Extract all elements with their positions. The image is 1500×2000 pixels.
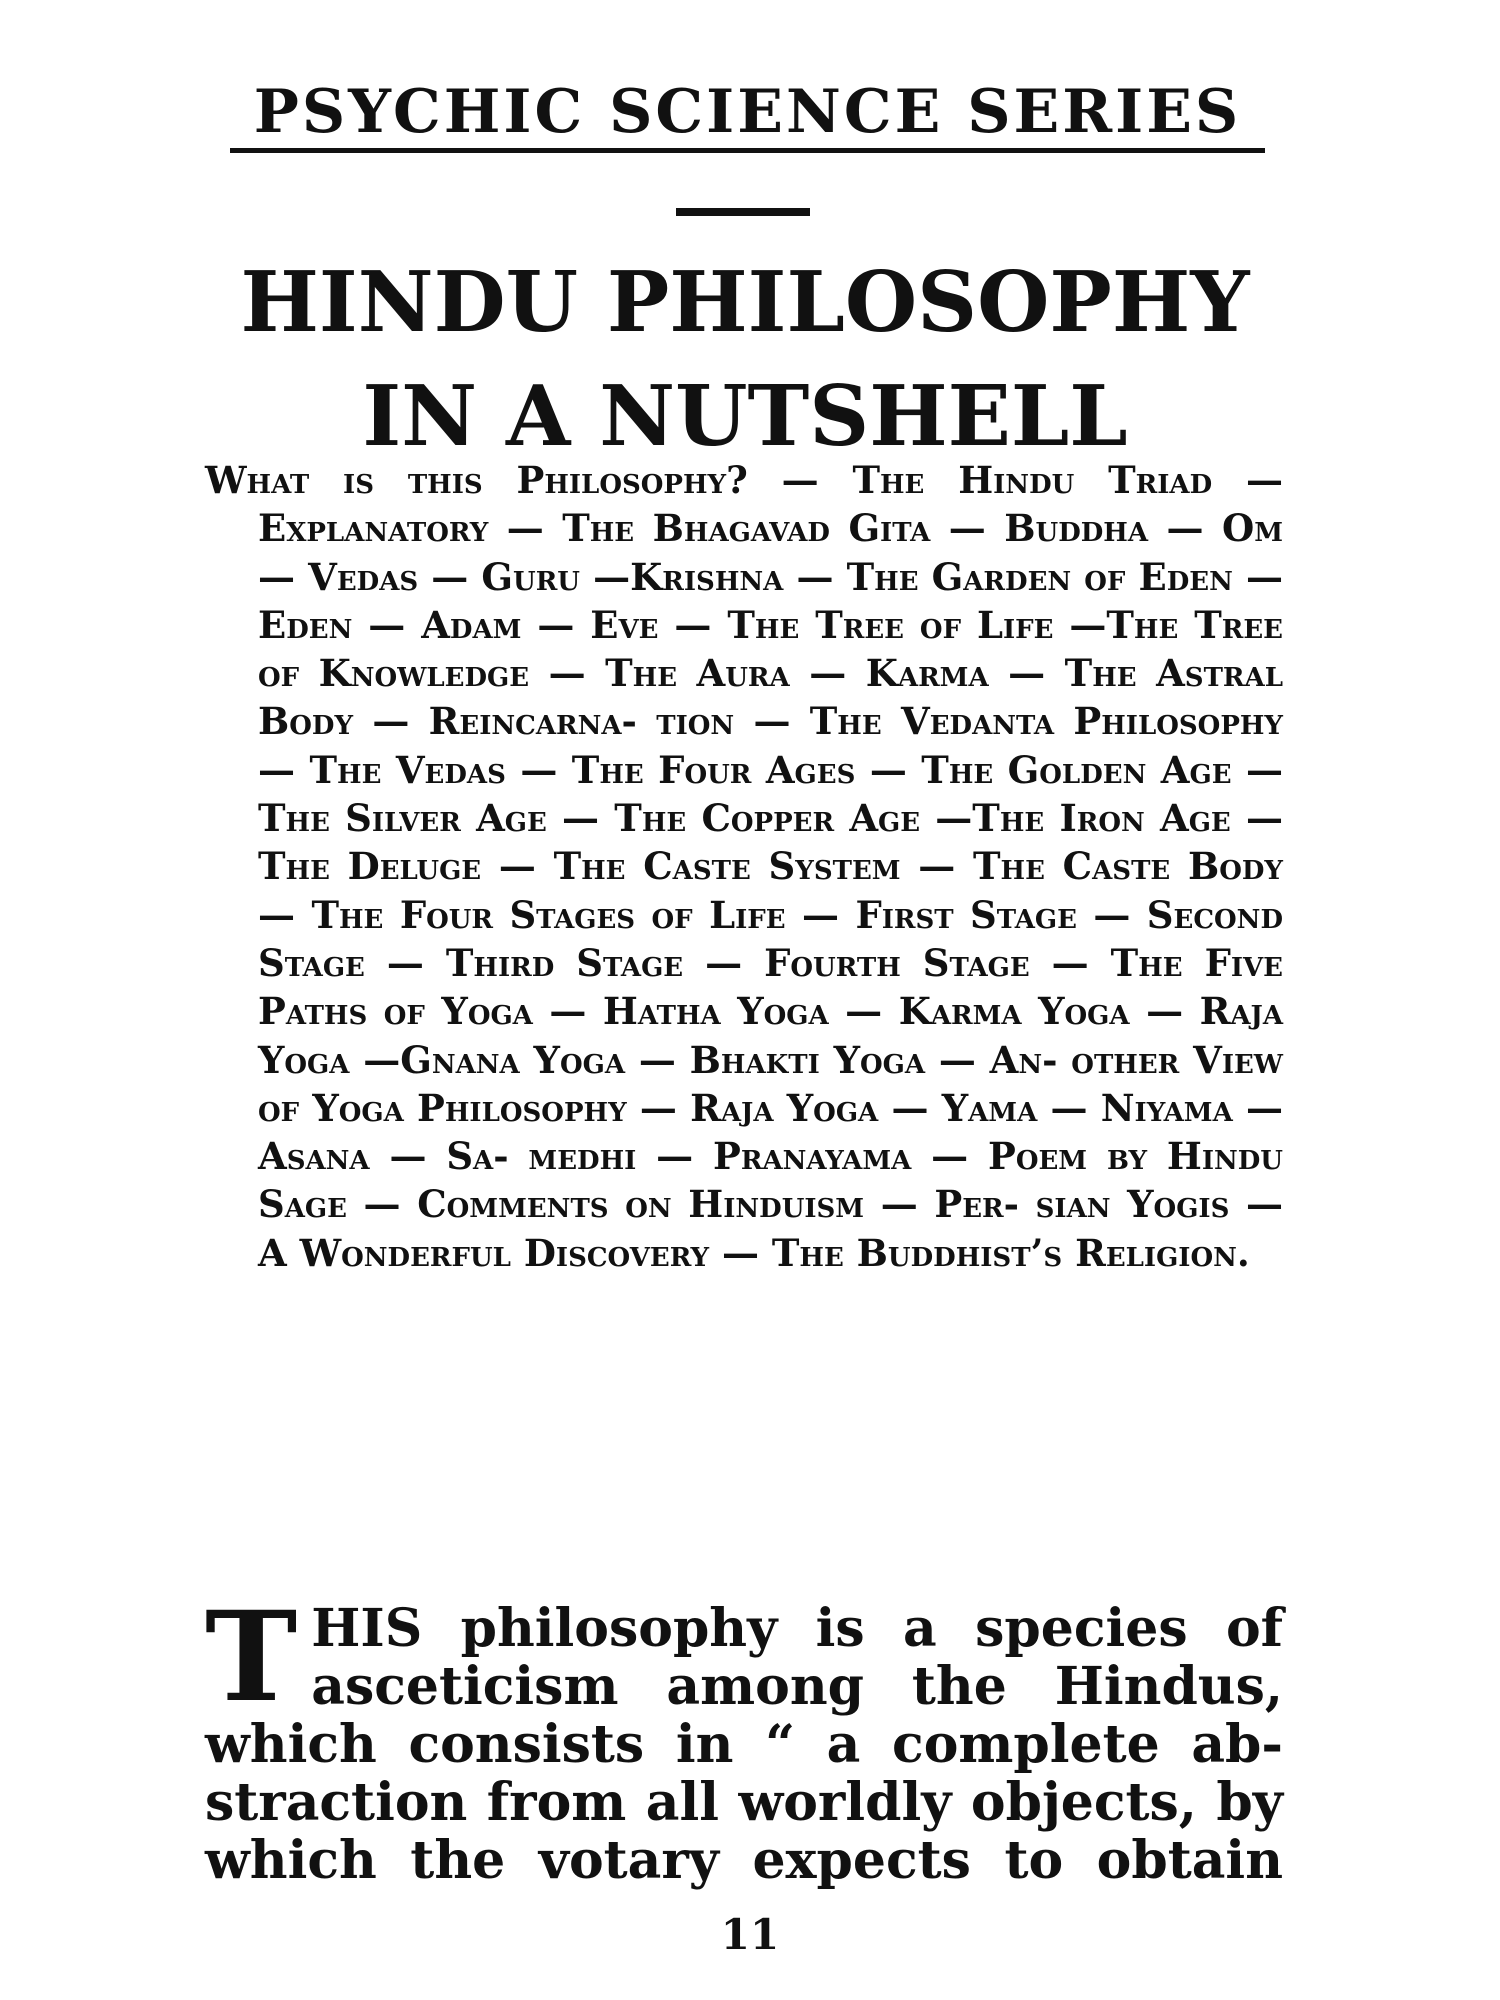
- body-text: HIS philosophy is a species of asceticism among the Hindus, which consists in “ a complete ab- straction from all worldly objects, by which the votary expects to obtain: [205, 1598, 1283, 1891]
- chapter-contents-summary: What is this Philosophy? — The Hindu Triad — Explanatory — The Bhagavad Gita — Buddha — Om — Vedas — Guru —Krishna — The Garden of Eden — Eden — Adam — Eve — The Tree of Life —The Tree of Knowledge — The Aura — Karma — The Astral Body — Reincarna- tion — The Vedanta Philosophy — The Vedas — The Four Ages — The Golden Age — The Silver Age — The Copper Age —The Iron Age — The Deluge — The Caste System — The Caste Body — The Four Stages of Life — First Stage — Second Stage — Third Stage — Fourth Stage — The Five Paths of Yoga — Hatha Yoga — Karma Yoga — Raja Yoga —Gnana Yoga — Bhakti Yoga — An- other View of Yoga Philosophy — Raja Yoga — Yama — Niyama — Asana — Sa- medhi — Pranayama — Poem by Hindu Sage — Comments on Hinduism — Per- sian Yogis — A Wonderful Discovery — The Buddhist’s Religion.: [205, 458, 1283, 1275]
- chapter-title-line-2: IN A NUTSHELL: [362, 367, 1128, 465]
- drop-cap: T: [205, 1585, 298, 1730]
- chapter-title: [180, 245, 1310, 473]
- header-underline: [230, 148, 1265, 153]
- page-number: 11: [720, 1910, 780, 1959]
- series-header: PSYCHIC SCIENCE SERIES: [253, 77, 1242, 147]
- chapter-title-line-1: HINDU PHILOSOPHY: [240, 253, 1250, 351]
- section-divider: [676, 208, 810, 216]
- body-paragraph: [205, 1585, 1283, 1891]
